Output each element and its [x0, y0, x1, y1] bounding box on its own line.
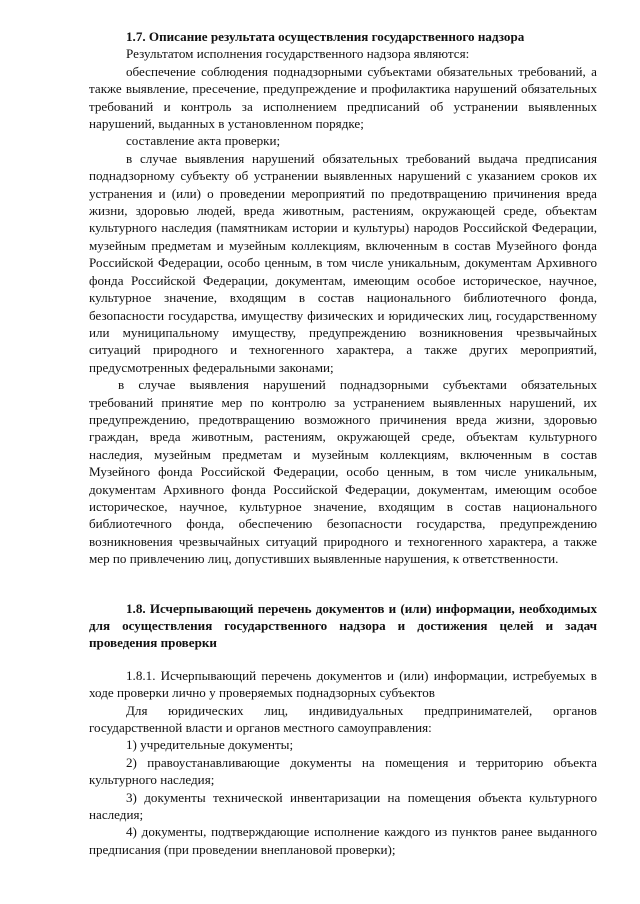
result-item-4: в случае выявления нарушений поднадзорными субъектами обязательных требований принятие мер по контролю за устранением выявленных нарушений, их предупреждению, предотвращению возможного причинения вреда жизни, здоровью граждан, вреда животным, растениям, окружающей среде, объектам культурного наследия, музейным предметам и музейным коллекциям, включенным в состав Музейного фонда Российской Федерации, особо ценным, в том числе уникальным, документам Архивного фонда Российской Федерации, документам, имеющим особое историческое, научное, культурное значение, входящим в состав национального библиотечного фонда, обеспечению безопасности государства, предупреждению возникновения чрезвычайных ситуаций природного и техногенного характера, а также мер по привлечению лиц, допустивших выявленные нарушения, к ответственности.	[89, 377, 597, 567]
section-1-7-intro: Результатом исполнения государственного надзора являются:	[126, 46, 470, 62]
result-item-1: обеспечение соблюдения поднадзорными субъектами обязательных требований, а также выявление, пресечение, предупреждение и профилактика нарушений обязательных требований и контроль за исполнением предписаний об устранении выявленных нарушений, выданных в установленном порядке;	[89, 63, 597, 132]
result-item-3: в случае выявления нарушений обязательных требований выдача предписания поднадзорному субъекту об устранении выявленных нарушений с указанием сроков их устранения и (или) о проведении мероприятий по предотвращению причинения вреда жизни, здоровью людей, вреда животным, растениям, окружающей среде, объектам культурного наследия (памятникам истории и культуры) народов Российской Федерации, музейным предметам и музейным коллекциям, включенным в состав Музейного фонда Российской Федерации, особо ценным, в том числе уникальным, документам Архивного фонда Российской Федерации, документам, имеющим особое историческое, научное, культурное значение, входящим в состав национального библиотечного фонда, безопасности государства, имуществу физических и юридических лиц, государственному или муниципальному имуществу, предупреждению возникновения чрезвычайных ситуаций природного и техногенного характера, а также других мероприятий, предусмотренных федеральными законами;	[89, 150, 597, 375]
section-1-7-heading: 1.7. Описание результата осуществления государственного надзора	[126, 29, 525, 44]
list-item: 1) учредительные документы;	[126, 737, 294, 753]
result-item-2: составление акта проверки;	[126, 133, 281, 149]
list-item: 3) документы технической инвентаризации на помещения объекта культурного наследия;	[89, 789, 597, 823]
document-page	[89, 28, 597, 858]
section-1-8-heading: 1.8. Исчерпывающий перечень документов и (или) информации, необходимых для осуществления государственного надзора и достижения целей и задач проведения проверки	[89, 600, 597, 651]
list-item: 4) документы, подтверждающие исполнение каждого из пунктов ранее выданного предписания (при проведении внеплановой проверки);	[89, 824, 597, 857]
list-item: 2) правоустанавливающие документы на помещения и территорию объекта культурного наследия;	[89, 754, 597, 788]
spacer	[89, 652, 597, 667]
documents-list	[89, 736, 597, 858]
subsection-1-8-1-intro: Для юридических лиц, индивидуальных предпринимателей, органов государственной власти и органов местного самоуправления:	[89, 702, 597, 736]
subsection-1-8-1: 1.8.1. Исчерпывающий перечень документов и (или) информации, истребуемых в ходе проверки лично у проверяемых поднадзорных субъектов	[89, 667, 597, 701]
